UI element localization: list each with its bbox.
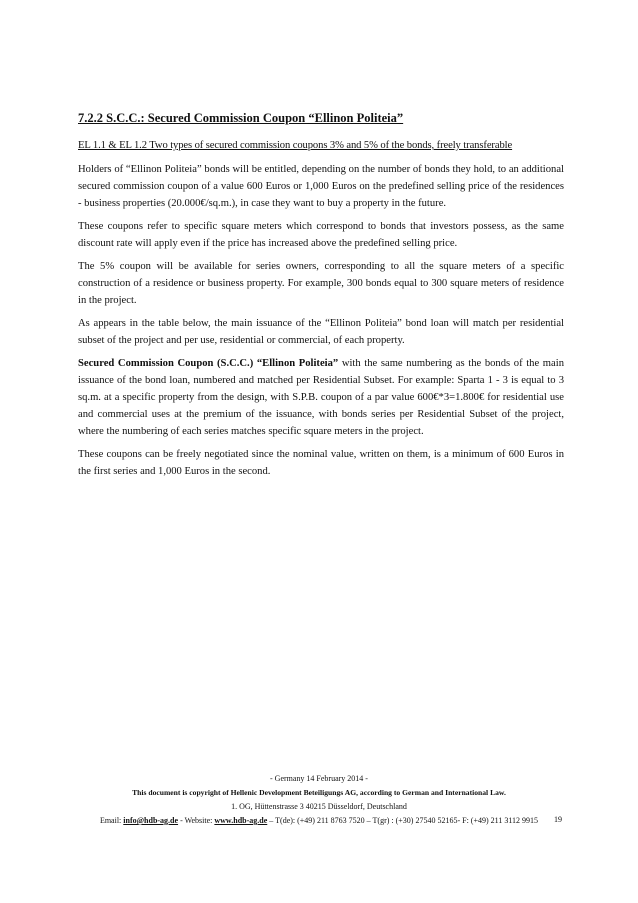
page-number: 19 (554, 815, 562, 824)
footer-email-link[interactable]: info@hdb-ag.de (123, 816, 179, 825)
paragraph-coupons-refer: These coupons refer to specific square meters which correspond to bonds that investors possess, as the same discount rate will apply even if the price has increased above the predefined selling price. (78, 221, 564, 249)
footer-address: 1. OG, Hüttenstrasse 3 40215 Düsseldorf, Deutschland (231, 802, 407, 811)
footer-website-label: - Website: (178, 816, 215, 825)
footer-website-link[interactable]: www.hdb-ag.de (214, 816, 268, 825)
page-footer (40, 772, 598, 828)
footer-phones: – T(de): (+49) 211 8763 7520 – T(gr) : (+30) 27540 52165- F: (+49) 211 3112 9915 (267, 816, 539, 825)
paragraph-five-percent: The 5% coupon will be available for series owners, corresponding to all the square meters of a specific construction of a residence or business property. For example, 300 bonds equal to 300 square meters of residence in the project. (78, 261, 564, 306)
footer-copyright: This document is copyright of Hellenic Development Beteiligungs AG, according to German and International Law. (132, 788, 506, 797)
scc-description: with the same numbering as the bonds of the main issuance of the bond loan, numbered and matched per Residential Subset. For example: Sparta 1 - 3 is equal to 3 sq.m. at a specific property from the design, with S.P.B. coupon of a par value 600€*3=1.800€ for residential use and commercial uses at the premium of the issuance, with bonds series per Residential Subset of the project, where the numbering of each series matches specific square meters in the project. (78, 358, 564, 437)
footer-contact (40, 814, 598, 828)
document-body (78, 110, 564, 486)
scc-bold-term: Secured Commission Coupon (S.C.C.) “Ellinon Politeia” (78, 358, 339, 369)
paragraph-negotiated: These coupons can be freely negotiated since the nominal value, written on them, is a minimum of 600 Euros in the first series and 1,000 Euros in the second. (78, 449, 564, 477)
paragraph-holders: Holders of “Ellinon Politeia” bonds will be entitled, depending on the number of bonds they hold, to an additional secured commission coupon of a value 600 Euros or 1,000 Euros on the predefined selling price of the residences - business properties (20.000€/sq.m.), in case they want to buy a property in the future. (78, 164, 564, 209)
paragraph-main-issuance: As appears in the table below, the main issuance of the “Ellinon Politeia” bond loan will match per residential subset of the project and per use, residential or commercial, of each property. (78, 318, 564, 346)
section-subheading: EL 1.1 & EL 1.2 Two types of secured commission coupons 3% and 5% of the bonds, freely transferable (78, 140, 513, 151)
footer-email-label: Email: (99, 816, 124, 825)
paragraph-scc (78, 355, 564, 440)
section-heading: 7.2.2 S.C.C.: Secured Commission Coupon “Ellinon Politeia” (78, 111, 404, 125)
footer-date: - Germany 14 February 2014 - (270, 774, 368, 783)
